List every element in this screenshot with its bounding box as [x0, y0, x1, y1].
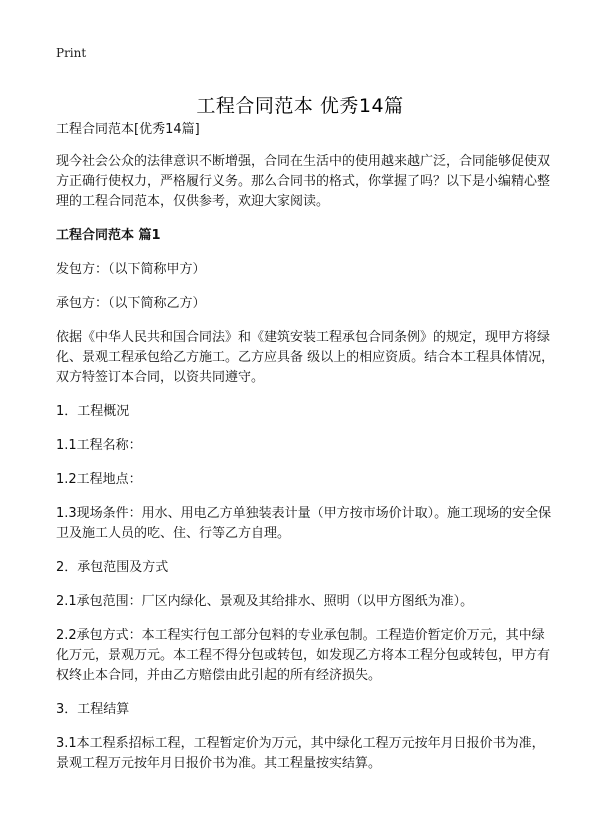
clause-2-2: 2.2承包方式：本工程实行包工部分包料的专业承包制。工程造价暂定价万元，其中绿化万元，景观万元。本工程不得分包或转包，如发现乙方将本工程分包或转包，甲方有权终止本合同，并由乙方赔偿由此引起的所有经济损失。 [56, 628, 551, 683]
intro-paragraph: 现今社会公众的法律意识不断增强，合同在生活中的使用越来越广泛，合同能够促使双方正确行使权力，严格履行义务。那么合同书的格式，你掌握了吗？以下是小编精心整理的工程合同范本，仅供参考，欢迎大家阅读。 [56, 154, 551, 209]
paragraph-contractor: 承包方：（以下简称乙方） [56, 296, 206, 311]
clause-1-heading: 1．工程概况 [56, 404, 130, 419]
clause-1-1: 1.1工程名称： [56, 438, 142, 453]
clause-1-3: 1.3现场条件：用水、用电乙方单独装表计量（甲方按市场价计取）。施工现场的安全保卫及施工人员的吃、住、行等乙方自理。 [56, 506, 552, 541]
paragraph-employer: 发包方：（以下简称甲方） [56, 262, 206, 277]
clause-2-1: 2.1承包范围：厂区内绿化、景观及其给排水、照明（以甲方图纸为准）。 [56, 594, 474, 609]
page-title: 工程合同范本 优秀14篇 [196, 94, 404, 117]
clause-1-2: 1.2工程地点： [56, 472, 142, 487]
document-subtitle: 工程合同范本[优秀14篇] [56, 122, 200, 137]
clause-3-heading: 3．工程结算 [56, 702, 130, 717]
paragraph-basis: 依据《中华人民共和国合同法》和《建筑安装工程承包合同条例》的规定，现甲方将绿化、景观工程承包给乙方施工。乙方应具备 级以上的相应资质。结合本工程具体情况，双方特签订本合同，以资共同遵守。 [56, 330, 555, 385]
clause-3-1: 3.1本工程系招标工程，工程暂定价为万元，其中绿化工程万元按年月日报价书为准，景观工程万元按年月日报价书为准。其工程量按实结算。 [56, 736, 545, 771]
print-label: Print [56, 46, 87, 60]
document-body [56, 120, 556, 788]
section-heading: 工程合同范本 篇1 [56, 228, 161, 243]
clause-2-heading: 2．承包范围及方式 [56, 560, 169, 575]
